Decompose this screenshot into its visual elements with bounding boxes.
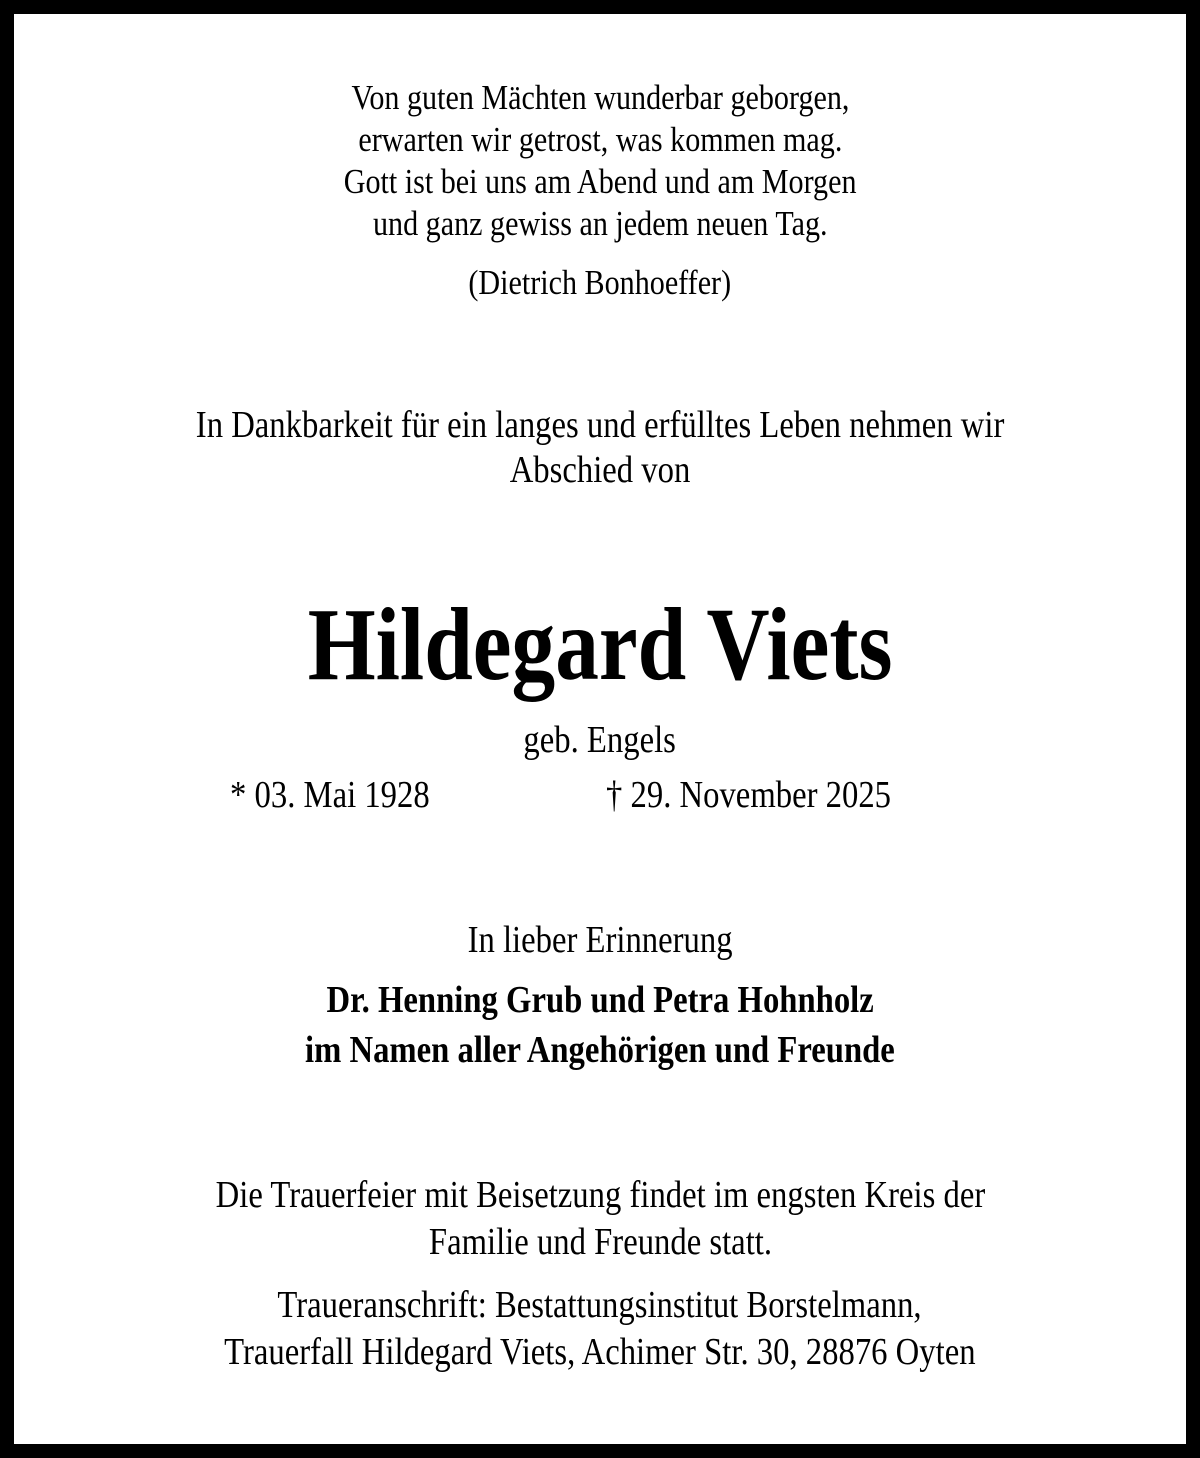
signers-line-2: im Namen aller Angehörigen und Freunde [305, 1029, 895, 1071]
quote-line-1: Von guten Mächten wunderbar geborgen, [351, 78, 849, 117]
death-date: † 29. November 2025 [606, 774, 891, 816]
remembrance-label: In lieber Erinnerung [467, 919, 733, 961]
signers-line-1: Dr. Henning Grub und Petra Hohnholz [326, 979, 874, 1021]
intro-line-2: Abschied von [509, 449, 691, 491]
intro-line-1: In Dankbarkeit für ein langes und erfülltes Leben nehmen wir [195, 404, 1005, 446]
funeral-line-2: Familie und Freunde statt. [428, 1221, 772, 1263]
quote-line-3: Gott ist bei uns am Abend und am Morgen [343, 162, 857, 201]
birth-date: * 03. Mai 1928 [230, 774, 430, 816]
address-line-1: Traueranschrift: Bestattungsinstitut Borstelmann, [277, 1284, 923, 1326]
quote-line-2: erwarten wir getrost, was kommen mag. [358, 120, 842, 159]
quote-attribution: (Dietrich Bonhoeffer) [468, 263, 732, 302]
quote-line-4: und ganz gewiss an jedem neuen Tag. [372, 204, 828, 243]
address-line-2: Trauerfall Hildegard Viets, Achimer Str. 30, 28876 Oyten [224, 1331, 976, 1373]
deceased-name: Hildegard Viets [307, 587, 893, 702]
maiden-name: geb. Engels [523, 719, 677, 761]
funeral-line-1: Die Trauerfeier mit Beisetzung findet im engsten Kreis der [215, 1174, 985, 1216]
